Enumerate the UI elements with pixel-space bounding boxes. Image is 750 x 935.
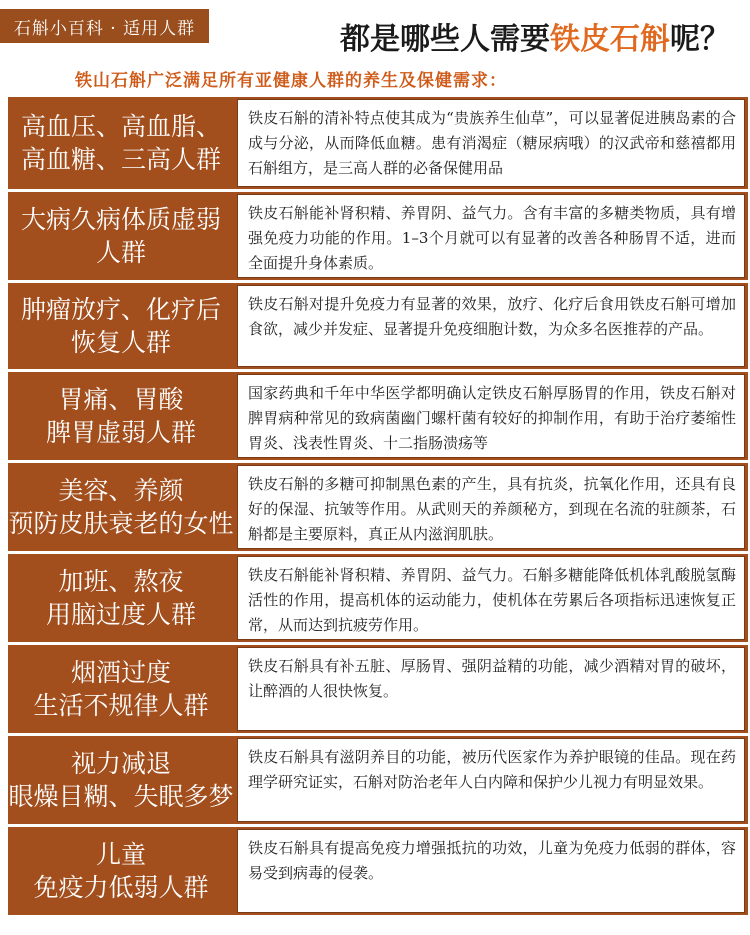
category-line: 眼燥目糊、失眠多梦 bbox=[8, 782, 234, 811]
category-line: 美容、养颜 bbox=[58, 476, 184, 505]
subtitle: 铁山石斛广泛满足所有亚健康人群的养生及保健需求： bbox=[75, 71, 507, 91]
page-title-prefix: 都是哪些人需要 bbox=[340, 22, 550, 57]
audience-description-cell bbox=[234, 554, 748, 642]
audience-description-cell bbox=[234, 97, 748, 189]
page-title bbox=[340, 14, 730, 58]
audience-description: 铁皮石斛具有提高免疫力增强抵抗的功效，儿童为免疫力低弱的群体，容易受到病毒的侵袭。 bbox=[237, 829, 745, 913]
audience-category bbox=[8, 283, 234, 369]
category-line: 肿瘤放疗、化疗后 bbox=[20, 295, 221, 324]
audience-description: 铁皮石斛的多糖可抑制黑色素的产生，具有抗炎，抗氧化作用，还具有良好的保湿、抗皱等作用。从武则天的养颜秘方，到现在名流的驻颜茶，石斛都是主要原料，真正从内滋润肌肤。 bbox=[237, 465, 745, 549]
category-line: 免疫力低弱人群 bbox=[33, 873, 209, 902]
audience-description: 铁皮石斛的清补特点使其成为“贵族养生仙草”，可以显著促进胰岛素的合成与分泌，从而降低血糖。患有消渴症（糖尿病哦）的汉武帝和慈禧都用石斛组方，是三高人群的必备保健用品 bbox=[237, 99, 745, 187]
audience-category bbox=[8, 554, 234, 642]
audience-row bbox=[8, 192, 748, 280]
category-line: 大病久病体质虚弱 bbox=[20, 205, 221, 234]
category-line: 儿童 bbox=[95, 840, 146, 869]
audience-row bbox=[8, 827, 748, 915]
category-tag: 石斛小百科 · 适用人群 bbox=[0, 9, 209, 43]
page-title-suffix: 呢？ bbox=[670, 22, 730, 57]
audience-row bbox=[8, 554, 748, 642]
audience-description-cell bbox=[234, 372, 748, 460]
header bbox=[0, 0, 750, 91]
audience-description: 铁皮石斛对提升免疫力有显著的效果，放疗、化疗后食用铁皮石斛可增加食欲，减少并发症、显著提升免疫细胞计数，为众多名医推荐的产品。 bbox=[237, 285, 745, 367]
audience-description: 铁皮石斛能补肾积精、养胃阴、益气力。石斛多糖能降低机体乳酸脱氢酶活性的作用，提高机体的运动能力，使机体在劳累后各项指标迅速恢复正常，从而达到抗疲劳作用。 bbox=[237, 556, 745, 640]
category-line: 烟酒过度 bbox=[70, 658, 171, 687]
audience-description-cell bbox=[234, 736, 748, 824]
category-line: 人群 bbox=[95, 238, 146, 267]
audience-category bbox=[8, 645, 234, 733]
audience-category bbox=[8, 372, 234, 460]
category-line: 用脑过度人群 bbox=[45, 600, 196, 629]
audience-row bbox=[8, 645, 748, 733]
audience-category bbox=[8, 736, 234, 824]
audience-row bbox=[8, 372, 748, 460]
audience-row bbox=[8, 283, 748, 369]
audience-description: 铁皮石斛具有滋阴养目的功能，被历代医家作为养护眼镜的佳品。现在药理学研究证实，石斛对防治老年人白内障和保护少儿视力有明显效果。 bbox=[237, 738, 745, 822]
audience-row bbox=[8, 97, 748, 189]
audience-description: 铁皮石斛能补肾积精、养胃阴、益气力。含有丰富的多糖类物质，具有增强免疫力功能的作用。1–3个月就可以有显著的改善各种肠胃不适，进而全面提升身体素质。 bbox=[237, 194, 745, 278]
category-line: 预防皮肤衰老的女性 bbox=[8, 509, 234, 538]
audience-category bbox=[8, 463, 234, 551]
audience-description-cell bbox=[234, 283, 748, 369]
audience-category bbox=[8, 192, 234, 280]
audience-row bbox=[8, 463, 748, 551]
category-line: 生活不规律人群 bbox=[33, 691, 209, 720]
audience-description: 铁皮石斛具有补五脏、厚肠胃、强阴益精的功能，减少酒精对胃的破坏，让醉酒的人很快恢复。 bbox=[237, 647, 745, 731]
audience-row bbox=[8, 736, 748, 824]
audience-description-cell bbox=[234, 827, 748, 915]
page-title-highlight: 铁皮石斛 bbox=[550, 22, 670, 57]
category-line: 视力减退 bbox=[70, 749, 171, 778]
category-line: 脾胃虚弱人群 bbox=[45, 418, 196, 447]
category-line: 加班、熬夜 bbox=[58, 567, 184, 596]
audience-category bbox=[8, 827, 234, 915]
audience-description-cell bbox=[234, 463, 748, 551]
audience-table bbox=[8, 97, 748, 915]
audience-description-cell bbox=[234, 645, 748, 733]
audience-description: 国家药典和千年中华医学都明确认定铁皮石斛厚肠胃的作用，铁皮石斛对脾胃病种常见的致病菌幽门螺杆菌有较好的抑制作用，有助于治疗萎缩性胃炎、浅表性胃炎、十二指肠溃疡等 bbox=[237, 374, 745, 458]
audience-category bbox=[8, 97, 234, 189]
category-line: 胃痛、胃酸 bbox=[58, 385, 184, 414]
category-line: 高血糖、三高人群 bbox=[20, 145, 221, 174]
category-line: 恢复人群 bbox=[70, 328, 171, 357]
category-line: 高血压、高血脂、 bbox=[20, 112, 221, 141]
audience-description-cell bbox=[234, 192, 748, 280]
